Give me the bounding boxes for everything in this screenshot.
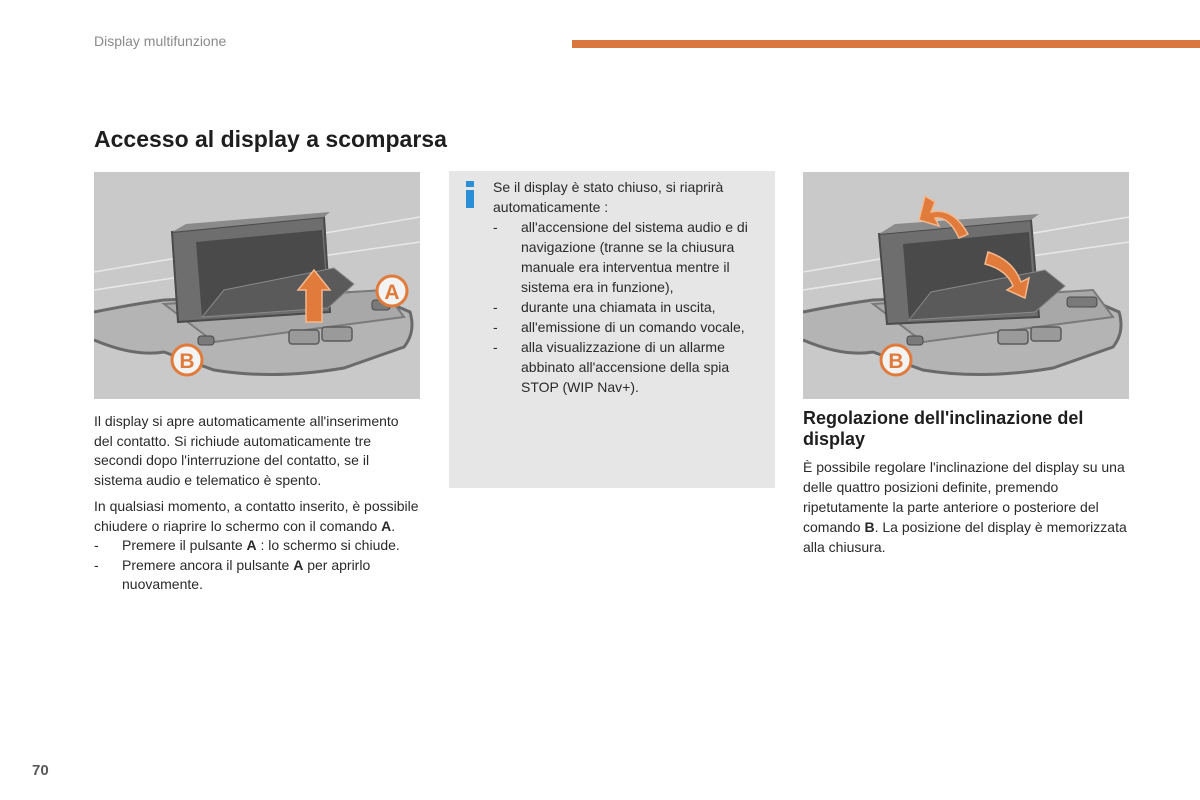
display-open-illustration	[94, 172, 420, 399]
display-tilt-illustration	[803, 172, 1129, 399]
list-item: - Premere ancora il pulsante A per aprirlo nuovamente.	[94, 556, 420, 595]
button-b-label: B	[179, 350, 195, 373]
intro-paragraph: Il display si apre automaticamente all'inserimento del contatto. Si richiude automaticamente tre secondi dopo l'interruzione del contatto, se il sistema audio e telematico è spento.	[94, 413, 399, 488]
list-item: - durante una chiamata in uscita,	[493, 297, 763, 317]
button-b-label: B	[888, 350, 904, 373]
tilt-paragraph: È possibile regolare l'inclinazione del display su una delle quattro posizioni definite, premendo ripetutamente la parte anteriore o posteriore del comando B. La posizione del display è memorizzata alla chiusura.	[803, 459, 1127, 555]
info-intro: Se il display è stato chiuso, si riaprirà automaticamente :	[493, 179, 724, 215]
list-item: - all'accensione del sistema audio e di navigazione (tranne se la chiusura manuale era interventua mentre il sistema era in funzione),	[493, 217, 763, 297]
list-item: - Premere il pulsante A : lo schermo si chiude.	[94, 536, 420, 556]
left-column-text	[94, 412, 420, 595]
header-accent-rule	[572, 40, 1200, 48]
header-section-label: Display multifunzione	[94, 33, 227, 49]
info-box-text	[493, 177, 763, 397]
command-paragraph: In qualsiasi momento, a contatto inserito, è possibile chiudere o riaprire lo schermo con il comando A.	[94, 498, 419, 534]
page-number: 70	[32, 762, 49, 779]
button-a-label: A	[384, 281, 400, 304]
info-box	[449, 171, 775, 488]
info-conditions-list	[493, 217, 763, 397]
tilt-subtitle: Regolazione dell'inclinazione del display	[803, 408, 1084, 449]
info-icon	[465, 181, 475, 207]
list-item: - all'emissione di un comando vocale,	[493, 317, 763, 337]
list-item: - alla visualizzazione di un allarme abbinato all'accensione della spia STOP (WIP Nav+).	[493, 337, 763, 397]
page-title: Accesso al display a scomparsa	[94, 126, 447, 152]
command-steps-list	[94, 536, 420, 595]
